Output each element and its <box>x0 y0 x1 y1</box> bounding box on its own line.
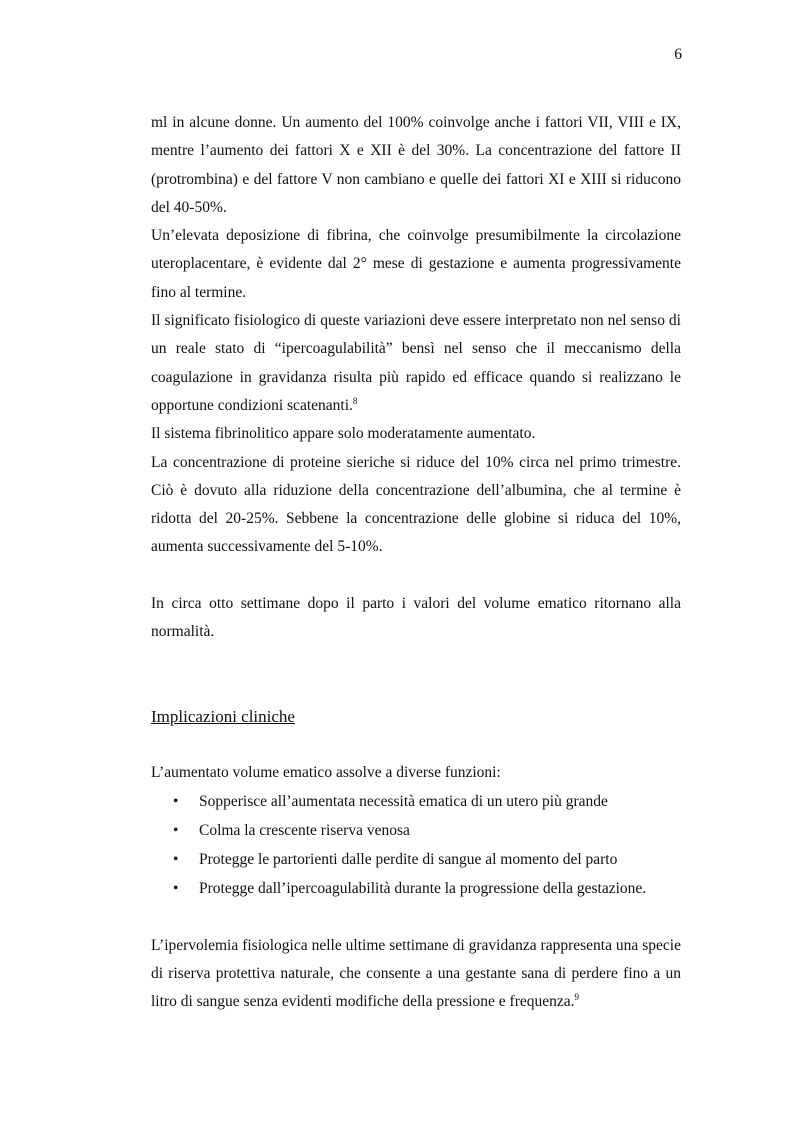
document-body <box>151 109 681 1016</box>
bullet-icon: • <box>173 822 179 840</box>
paragraph-otto-settimane: In circa otto settimane dopo il parto i valori del volume ematico ritornano alla normalità. <box>151 595 681 641</box>
section-heading: Implicazioni cliniche <box>151 706 295 726</box>
footnote-ref-8[interactable]: 8 <box>352 395 358 406</box>
page-number: 6 <box>674 46 682 63</box>
paragraph-fibrina: Un’elevata deposizione di fibrina, che coinvolge presumibilmente la circolazione uteroplacentare, è evidente dal 2° mese di gestazione e aumenta progressivamente fino al termine. <box>151 227 681 301</box>
paragraph-intro: L’aumentato volume ematico assolve a diverse funzioni: <box>151 763 501 781</box>
paragraph-significato <box>151 307 681 420</box>
list-item <box>151 874 681 903</box>
paragraph-fattori: ml in alcune donne. Un aumento del 100% coinvolge anche i fattori VII, VIII e IX, mentre l’aumento dei fattori X e XII è del 30%. La concentrazione del fattore II (protrombina) e del fattore V non cambiano e quelle dei fattori XI e XIII si riducono del 40-50%. <box>151 114 681 216</box>
list-item-text: Colma la crescente riserva venosa <box>199 822 410 840</box>
list-item <box>151 787 681 816</box>
list-item-text: Protegge le partorienti dalle perdite di sangue al momento del parto <box>199 851 618 869</box>
paragraph-ipervolemia-text: L’ipervolemia fisiologica nelle ultime settimane di gravidanza rappresenta una specie di riserva protettiva naturale, che consente a una gestante sana di perdere fino a un litro di sangue senza evidenti modifiche della pressione e frequenza. <box>151 936 681 1011</box>
bullet-icon: • <box>173 880 179 898</box>
list-item-text: Protegge dall’ipercoagulabilità durante la progressione della gestazione. <box>199 880 647 898</box>
paragraph-ipervolemia <box>151 932 681 1017</box>
paragraph-significato-text: Il significato fisiologico di queste variazioni deve essere interpretato non nel senso di un reale stato di “ipercoagulabilità” bensì nel senso che il meccanismo della coagulazione in gravidanza risulta più rapido ed efficace quando si realizzano le opportune condizioni scatenanti. <box>151 312 681 414</box>
bullet-icon: • <box>173 851 179 869</box>
functions-list <box>151 787 681 903</box>
bullet-icon: • <box>173 793 179 811</box>
list-item <box>151 816 681 845</box>
paragraph-proteine: La concentrazione di proteine sieriche si riduce del 10% circa nel primo trimestre. Ciò è dovuto alla riduzione della concentrazione dell’albumina, che al termine è ridotta del 20-25%. Sebbene la concentrazione delle globine si riduca del 10%, aumenta successivamente del 5-10%. <box>151 453 681 556</box>
list-item-text: Sopperisce all’aumentata necessità ematica di un utero più grande <box>199 793 608 811</box>
paragraph-fibrinolitico: Il sistema fibrinolitico appare solo moderatamente aumentato. <box>151 425 536 443</box>
list-item <box>151 845 681 874</box>
footnote-ref-9[interactable]: 9 <box>574 992 580 1003</box>
